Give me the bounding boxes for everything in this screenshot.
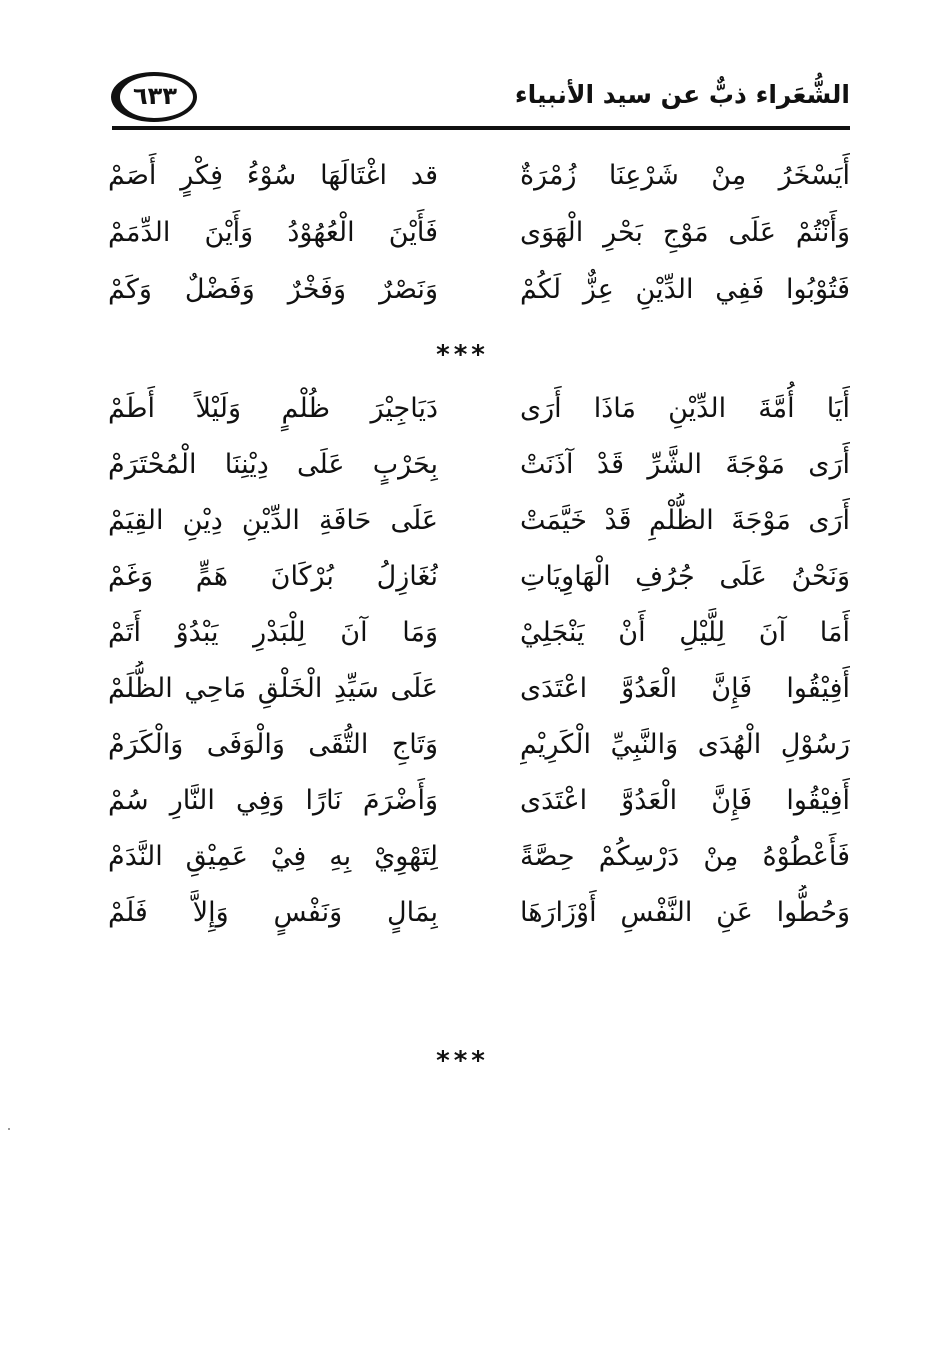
verse-line (108, 717, 850, 773)
scan-speck (8, 1128, 10, 1130)
verse-first-hemistich: أَيَسْخَرُ مِنْ شَرْعِنَا زُمْرَةٌ (520, 160, 850, 191)
verse-second-hemistich: بِحَرْبٍ عَلَى دِيْنِنَا الْمُحْتَرَمْ (108, 449, 438, 480)
verse-second-hemistich: لِتَهْوِيْ بِهِ فِيْ عَمِيْقِ النَّدَمْ (108, 841, 438, 872)
verse-first-hemistich: أَفِيْقُوا فَإِنَّ الْعَدُوَّ اعْتَدَى (520, 673, 850, 704)
section-separator: *** (436, 340, 489, 370)
verse-first-hemistich: أَفِيْقُوا فَإِنَّ الْعَدُوَّ اعْتَدَى (520, 785, 850, 816)
page-header (105, 68, 850, 130)
section-separator: *** (436, 1046, 489, 1076)
verse-line (108, 205, 850, 261)
verse-second-hemistich: عَلَى حَافَةِ الدِّيْنِ دِيْنِ القِيَمْ (108, 505, 438, 536)
verse-second-hemistich: وَأَضْرَمَ نَارًا وَفِي النَّارِ سُمْ (108, 785, 438, 816)
verse-first-hemistich: وَحُطُّوا عَنِ النَّفْسِ أَوْزَارَهَا (520, 897, 850, 928)
verse-second-hemistich: دَيَاجِيْرَ ظُلْمٍ وَلَيْلاً أَطَمْ (108, 393, 438, 424)
verse-first-hemistich: أَرَى مَوْجَةَ الظُّلْمِ قَدْ خَيَّمَتْ (520, 505, 850, 536)
verse-line (108, 381, 850, 437)
verse-second-hemistich: نُغَازِلُ بُرْكَانَ هَمٍّ وَغَمْ (108, 561, 438, 592)
verse-line (108, 773, 850, 829)
verse-second-hemistich: وَنَصْرٌ وَفَخْرٌ وَفَضْلٌ وَكَمْ (108, 274, 438, 305)
verse-line (108, 885, 850, 941)
verse-first-hemistich: رَسُوْلِ الْهُدَى وَالنَّبِيِّ الْكَرِيْمِ (520, 729, 850, 760)
page-number: ٦٣٣ (133, 82, 177, 110)
verse-line (108, 661, 850, 717)
verse-line (108, 262, 850, 318)
page-number-badge (105, 68, 201, 124)
verse-line (108, 437, 850, 493)
verse-first-hemistich: أَرَى مَوْجَةَ الشَّرِّ قَدْ آذَنَتْ (520, 449, 850, 480)
verse-line (108, 829, 850, 885)
running-title: الشُّعَراء ذبٌّ عن سيد الأنبياء (514, 80, 850, 109)
header-divider (112, 126, 850, 130)
verse-first-hemistich: أَمَا آنَ لِلَّيْلِ أَنْ يَنْجَلِيْ (520, 617, 850, 648)
verse-first-hemistich: فَأَعْطُوْهُ مِنْ دَرْسِكُمْ حِصَّةً (520, 841, 850, 872)
verse-second-hemistich: فَأَيْنَ الْعُهُوْدُ وَأَيْنَ الدِّمَمْ (108, 217, 438, 248)
verse-first-hemistich: أَيَا أُمَّةَ الدِّيْنِ مَاذَا أَرَى (520, 393, 850, 424)
verse-second-hemistich: بِمَالٍ وَنَفْسٍ وَإِلاَّ فَلَمْ (108, 897, 438, 928)
verse-line (108, 549, 850, 605)
verse-second-hemistich: وَمَا آنَ لِلْبَدْرِ يَبْدُوْ أَتَمْ (108, 617, 438, 648)
verse-line (108, 493, 850, 549)
verse-first-hemistich: فَتُوْبُوا فَفِي الدِّيْنِ عِزٌّ لَكُمْ (520, 274, 850, 305)
verse-second-hemistich: قد اغْتَالَهَا سُوْءُ فِكْرٍ أَصَمْ (108, 160, 438, 191)
verse-first-hemistich: وَنَحْنُ عَلَى جُرُفِ الْهَاوِيَاتِ (520, 561, 850, 592)
verse-line (108, 148, 850, 204)
verse-first-hemistich: وَأَنْتُمْ عَلَى مَوْجِ بَحْرِ الْهَوَى (520, 217, 850, 248)
verse-second-hemistich: وَتَاجِ التُّقَى وَالْوَفَى وَالْكَرَمْ (108, 729, 438, 760)
verse-second-hemistich: عَلَى سَيِّدِ الْخَلْقِ مَاحِي الظُّلَمْ (108, 673, 438, 704)
verse-line (108, 605, 850, 661)
